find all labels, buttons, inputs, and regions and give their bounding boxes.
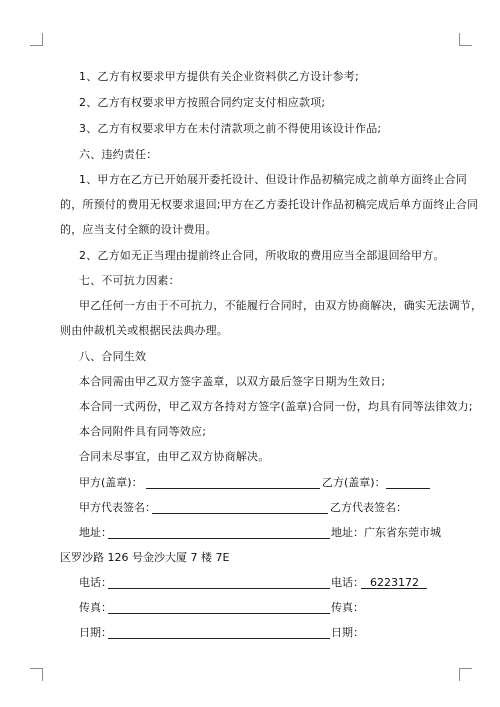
phone-b-label: 电话： — [331, 576, 364, 589]
clause-b-right-2: 2、乙方有权要求甲方按照合同约定支付相应款项; — [79, 96, 326, 109]
clause-b-right-3: 3、乙方有权要求甲方在未付清款项之前不得使用该设计作品; — [79, 122, 382, 135]
crop-mark-top-left — [30, 33, 43, 46]
party-a-rep-label: 甲方代表签名： — [79, 501, 156, 514]
breach-clause-1-line-2: 的，所预付的费用无权要求退回;甲方在乙方委托设计作品初稿完成后单方面终止合同 — [60, 198, 479, 211]
crop-mark-bottom-right — [459, 668, 472, 681]
effect-clause-2: 本合同一式两份，甲乙双方各持对方签字(盖章)合同一份，均具有同等法律效力; — [79, 400, 473, 413]
date-b-label: 日期： — [331, 626, 364, 639]
address-b-label: 地址：广东省东莞市城 — [331, 526, 441, 539]
breach-clause-1-line-1: 1、甲方在乙方已开始展开委托设计、但设计作品初稿完成之前单方面终止合同 — [79, 173, 467, 186]
phone-a-field[interactable] — [108, 588, 330, 589]
address-a-field[interactable] — [108, 538, 330, 539]
effect-clause-4: 合同未尽事宜，由甲乙双方协商解决。 — [79, 450, 270, 463]
clause-b-right-1: 1、乙方有权要求甲方提供有关企业资料供乙方设计参考; — [79, 70, 359, 83]
crop-mark-top-right — [459, 33, 472, 46]
section-heading-breach: 六、违约责任： — [79, 148, 158, 161]
fax-b-label: 传真： — [331, 601, 364, 614]
address-a-label: 地址： — [79, 526, 112, 539]
party-b-rep-label: 乙方代表签名： — [330, 501, 407, 514]
address-b-continued: 区罗沙路 126 号金沙大厦 7 楼 7E — [60, 551, 230, 564]
breach-clause-1-line-3: 的，应当支付全额的设计费用。 — [60, 223, 217, 236]
party-a-seal-field[interactable] — [146, 488, 320, 489]
effect-clause-3: 本合同附件具有同等效应; — [79, 425, 207, 438]
party-a-seal-label: 甲方(盖章)： — [79, 476, 143, 489]
effect-clause-1: 本合同需由甲乙双方签字盖章，以双方最后签字日期为生效日; — [79, 375, 386, 388]
date-a-label: 日期： — [79, 626, 112, 639]
date-a-field[interactable] — [108, 638, 330, 639]
fax-a-label: 传真： — [79, 601, 112, 614]
breach-clause-2: 2、乙方如无正当理由提前终止合同，所收取的费用应当全部退回给甲方。 — [79, 249, 445, 262]
force-majeure-line-2: 则由仲裁机关或根据民法典办理。 — [60, 324, 228, 337]
section-heading-force-majeure: 七、不可抗力因素： — [79, 274, 180, 287]
party-b-seal-label: 乙方(盖章)： — [322, 476, 386, 489]
party-a-rep-field[interactable] — [152, 513, 328, 514]
party-b-seal-field[interactable] — [386, 488, 430, 489]
phone-b-value[interactable]: 6223172 — [370, 576, 419, 589]
crop-mark-bottom-left — [30, 668, 43, 681]
fax-a-field[interactable] — [108, 613, 330, 614]
force-majeure-line-1: 甲乙任何一方由于不可抗力，不能履行合同时，由双方协商解决，确实无法调节， — [79, 299, 483, 312]
phone-a-label: 电话： — [79, 576, 112, 589]
section-heading-effect: 八、合同生效 — [79, 350, 147, 363]
